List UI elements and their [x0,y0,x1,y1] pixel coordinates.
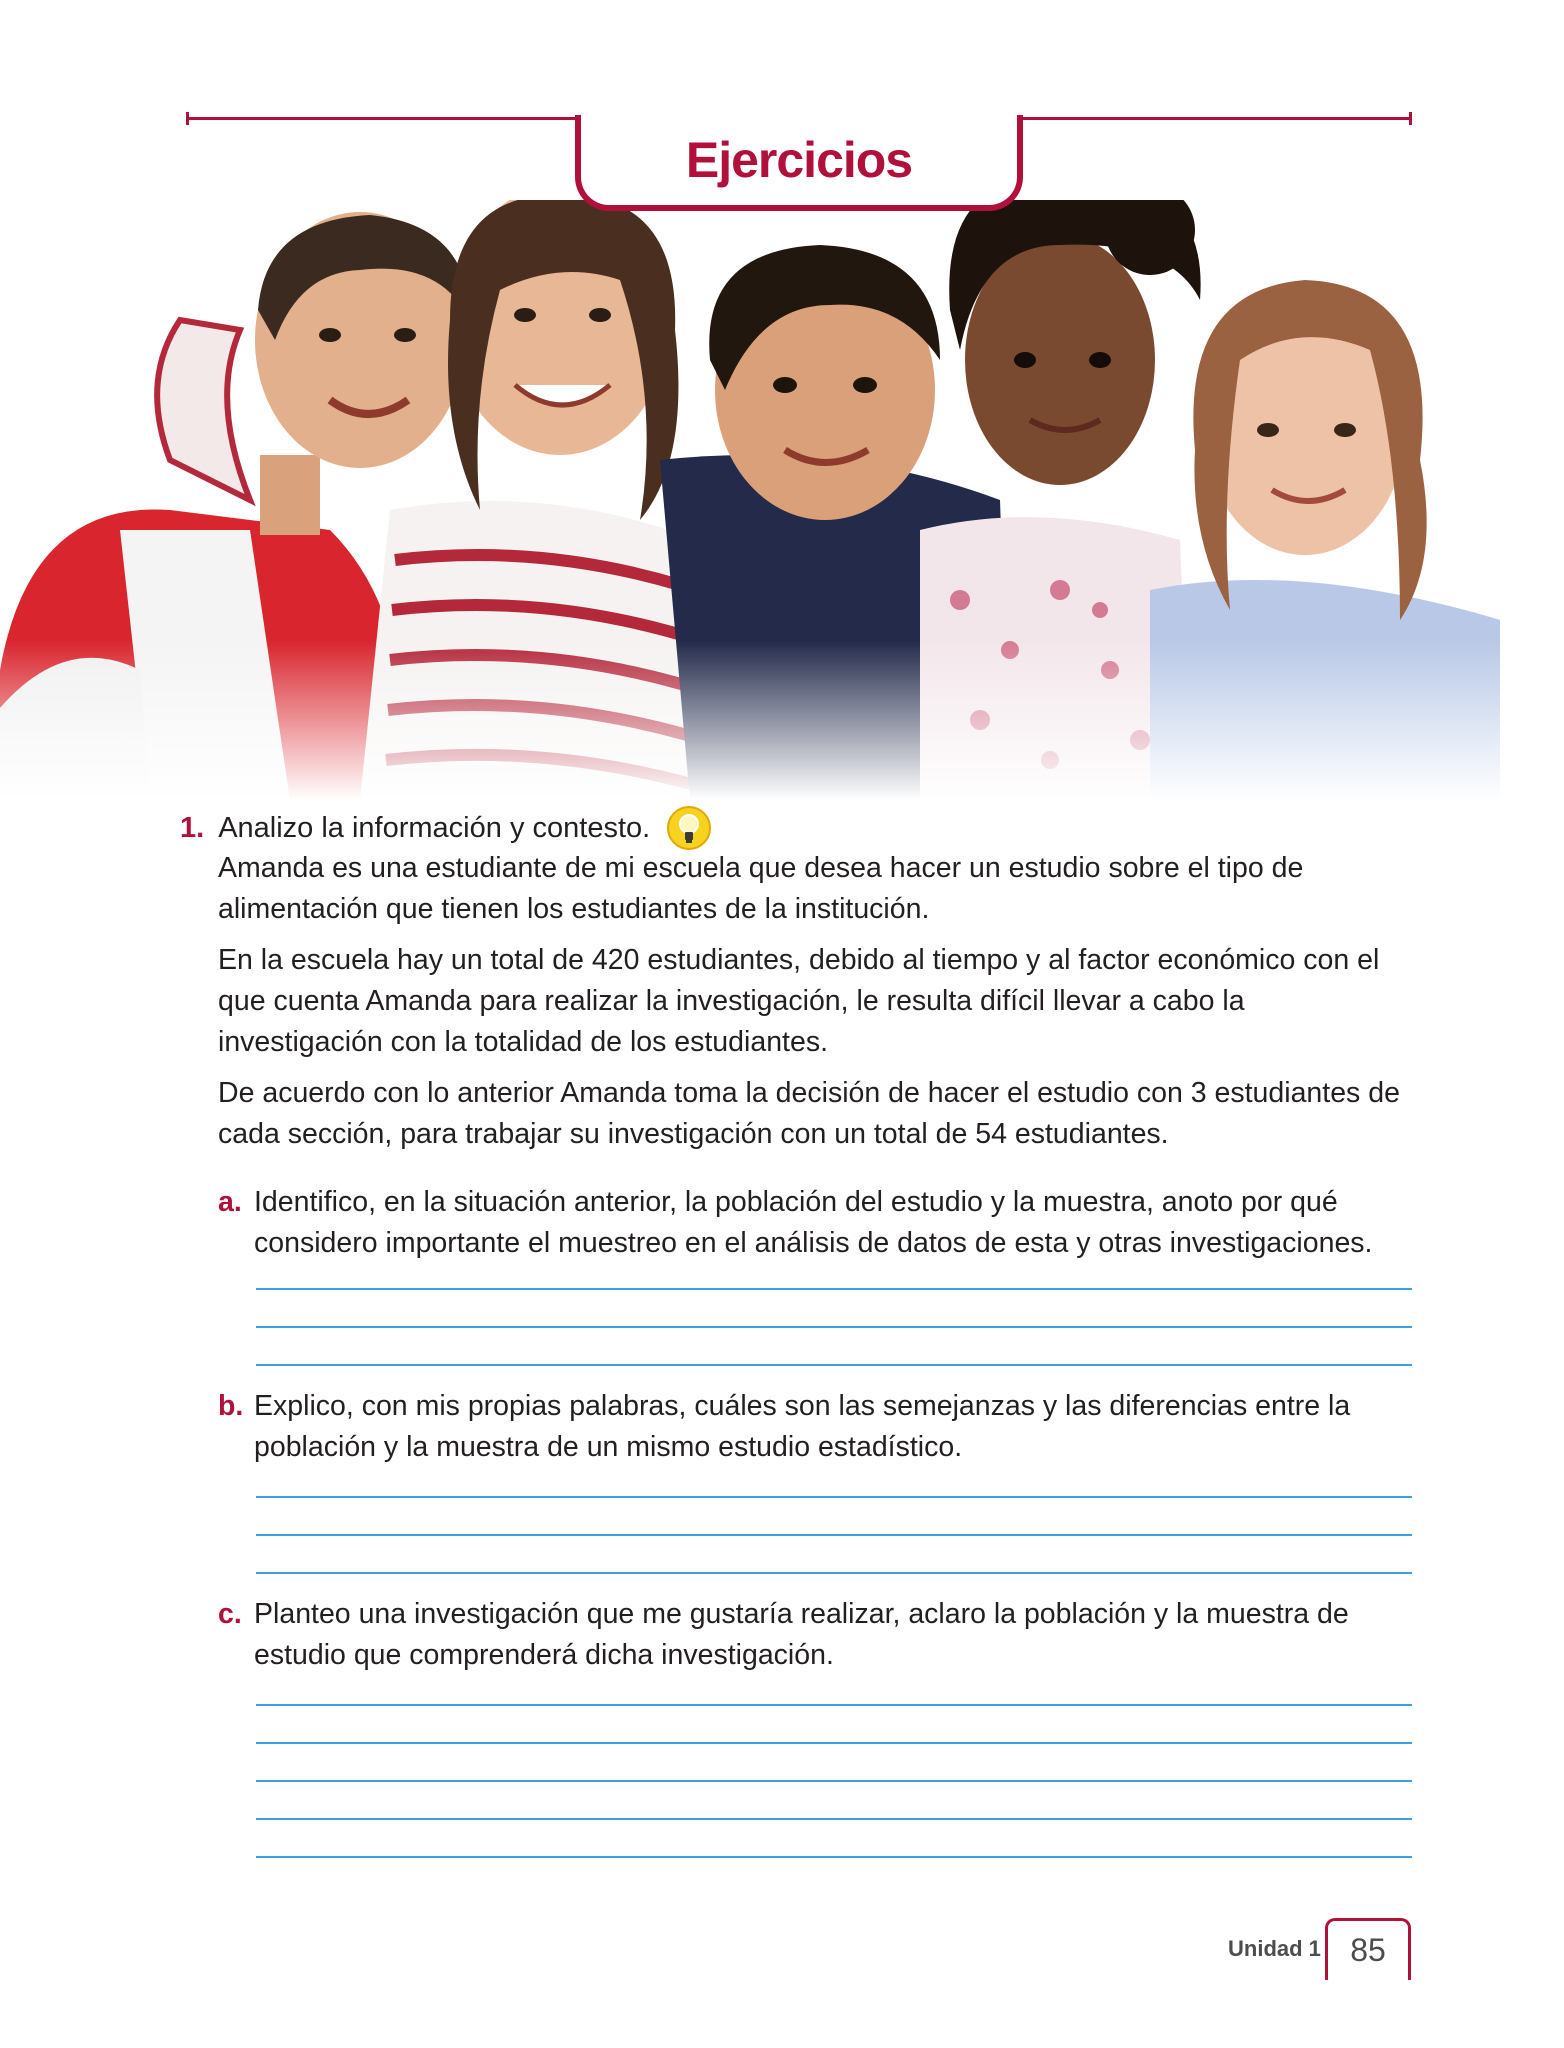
answer-line[interactable] [256,1288,1412,1290]
answer-line[interactable] [256,1818,1412,1820]
page-number-tab [1325,1918,1411,1980]
paragraph: En la escuela hay un total de 420 estudiantes, debido al tiempo y al factor económico con el que cuenta Amanda para realizar la investigación, le resulta difícil llevar a cabo la investigación con la totalidad de los estudiantes. [218,944,1380,1058]
paragraph: Amanda es una estudiante de mi escuela que desea hacer un estudio sobre el tipo de alimentación que tienen los estudiantes de la institución. [218,852,1304,925]
answer-line[interactable] [256,1326,1412,1328]
answer-line[interactable] [256,1742,1412,1744]
exercise-instruction: Analizo la información y contesto. [218,811,651,844]
lightbulb-icon [666,805,712,851]
question-a [218,1182,1412,1264]
answer-line[interactable] [256,1572,1412,1574]
question-text: Planteo una investigación que me gustaría realizar, aclaro la población y la muestra de estudio que comprenderá dicha investigación. [254,1598,1349,1671]
unit-label: Unidad 1 [1228,1936,1321,1961]
question-text: Explico, con mis propias palabras, cuáles son las semejanzas y las diferencias entre la población y la muestra de un mismo estudio estadístico. [254,1390,1351,1463]
photo-fade [0,640,1564,800]
answer-line[interactable] [256,1364,1412,1366]
answer-line[interactable] [256,1704,1412,1706]
exercise-heading [180,805,712,851]
question-letter: a. [218,1186,242,1218]
page-number: 85 [1350,1932,1386,1968]
question-letter: b. [218,1390,244,1422]
question-c [218,1594,1412,1676]
title-tab [575,115,1023,211]
answer-line[interactable] [256,1496,1412,1498]
page-title: Ejercicios [685,132,913,188]
question-text: Identifico, en la situación anterior, la población del estudio y la muestra, anoto por qué considero importante el muestreo en el análisis de datos de esta y otras investigaciones. [254,1186,1373,1259]
exercise-number: 1. [180,811,205,844]
answer-line[interactable] [256,1534,1412,1536]
question-letter: c. [218,1598,242,1630]
paragraph: De acuerdo con lo anterior Amanda toma la decisión de hacer el estudio con 3 estudiantes de cada sección, para trabajar su investigación con un total de 54 estudiantes. [218,1077,1400,1150]
answer-line[interactable] [256,1856,1412,1858]
question-b [218,1386,1412,1468]
answer-line[interactable] [256,1780,1412,1782]
